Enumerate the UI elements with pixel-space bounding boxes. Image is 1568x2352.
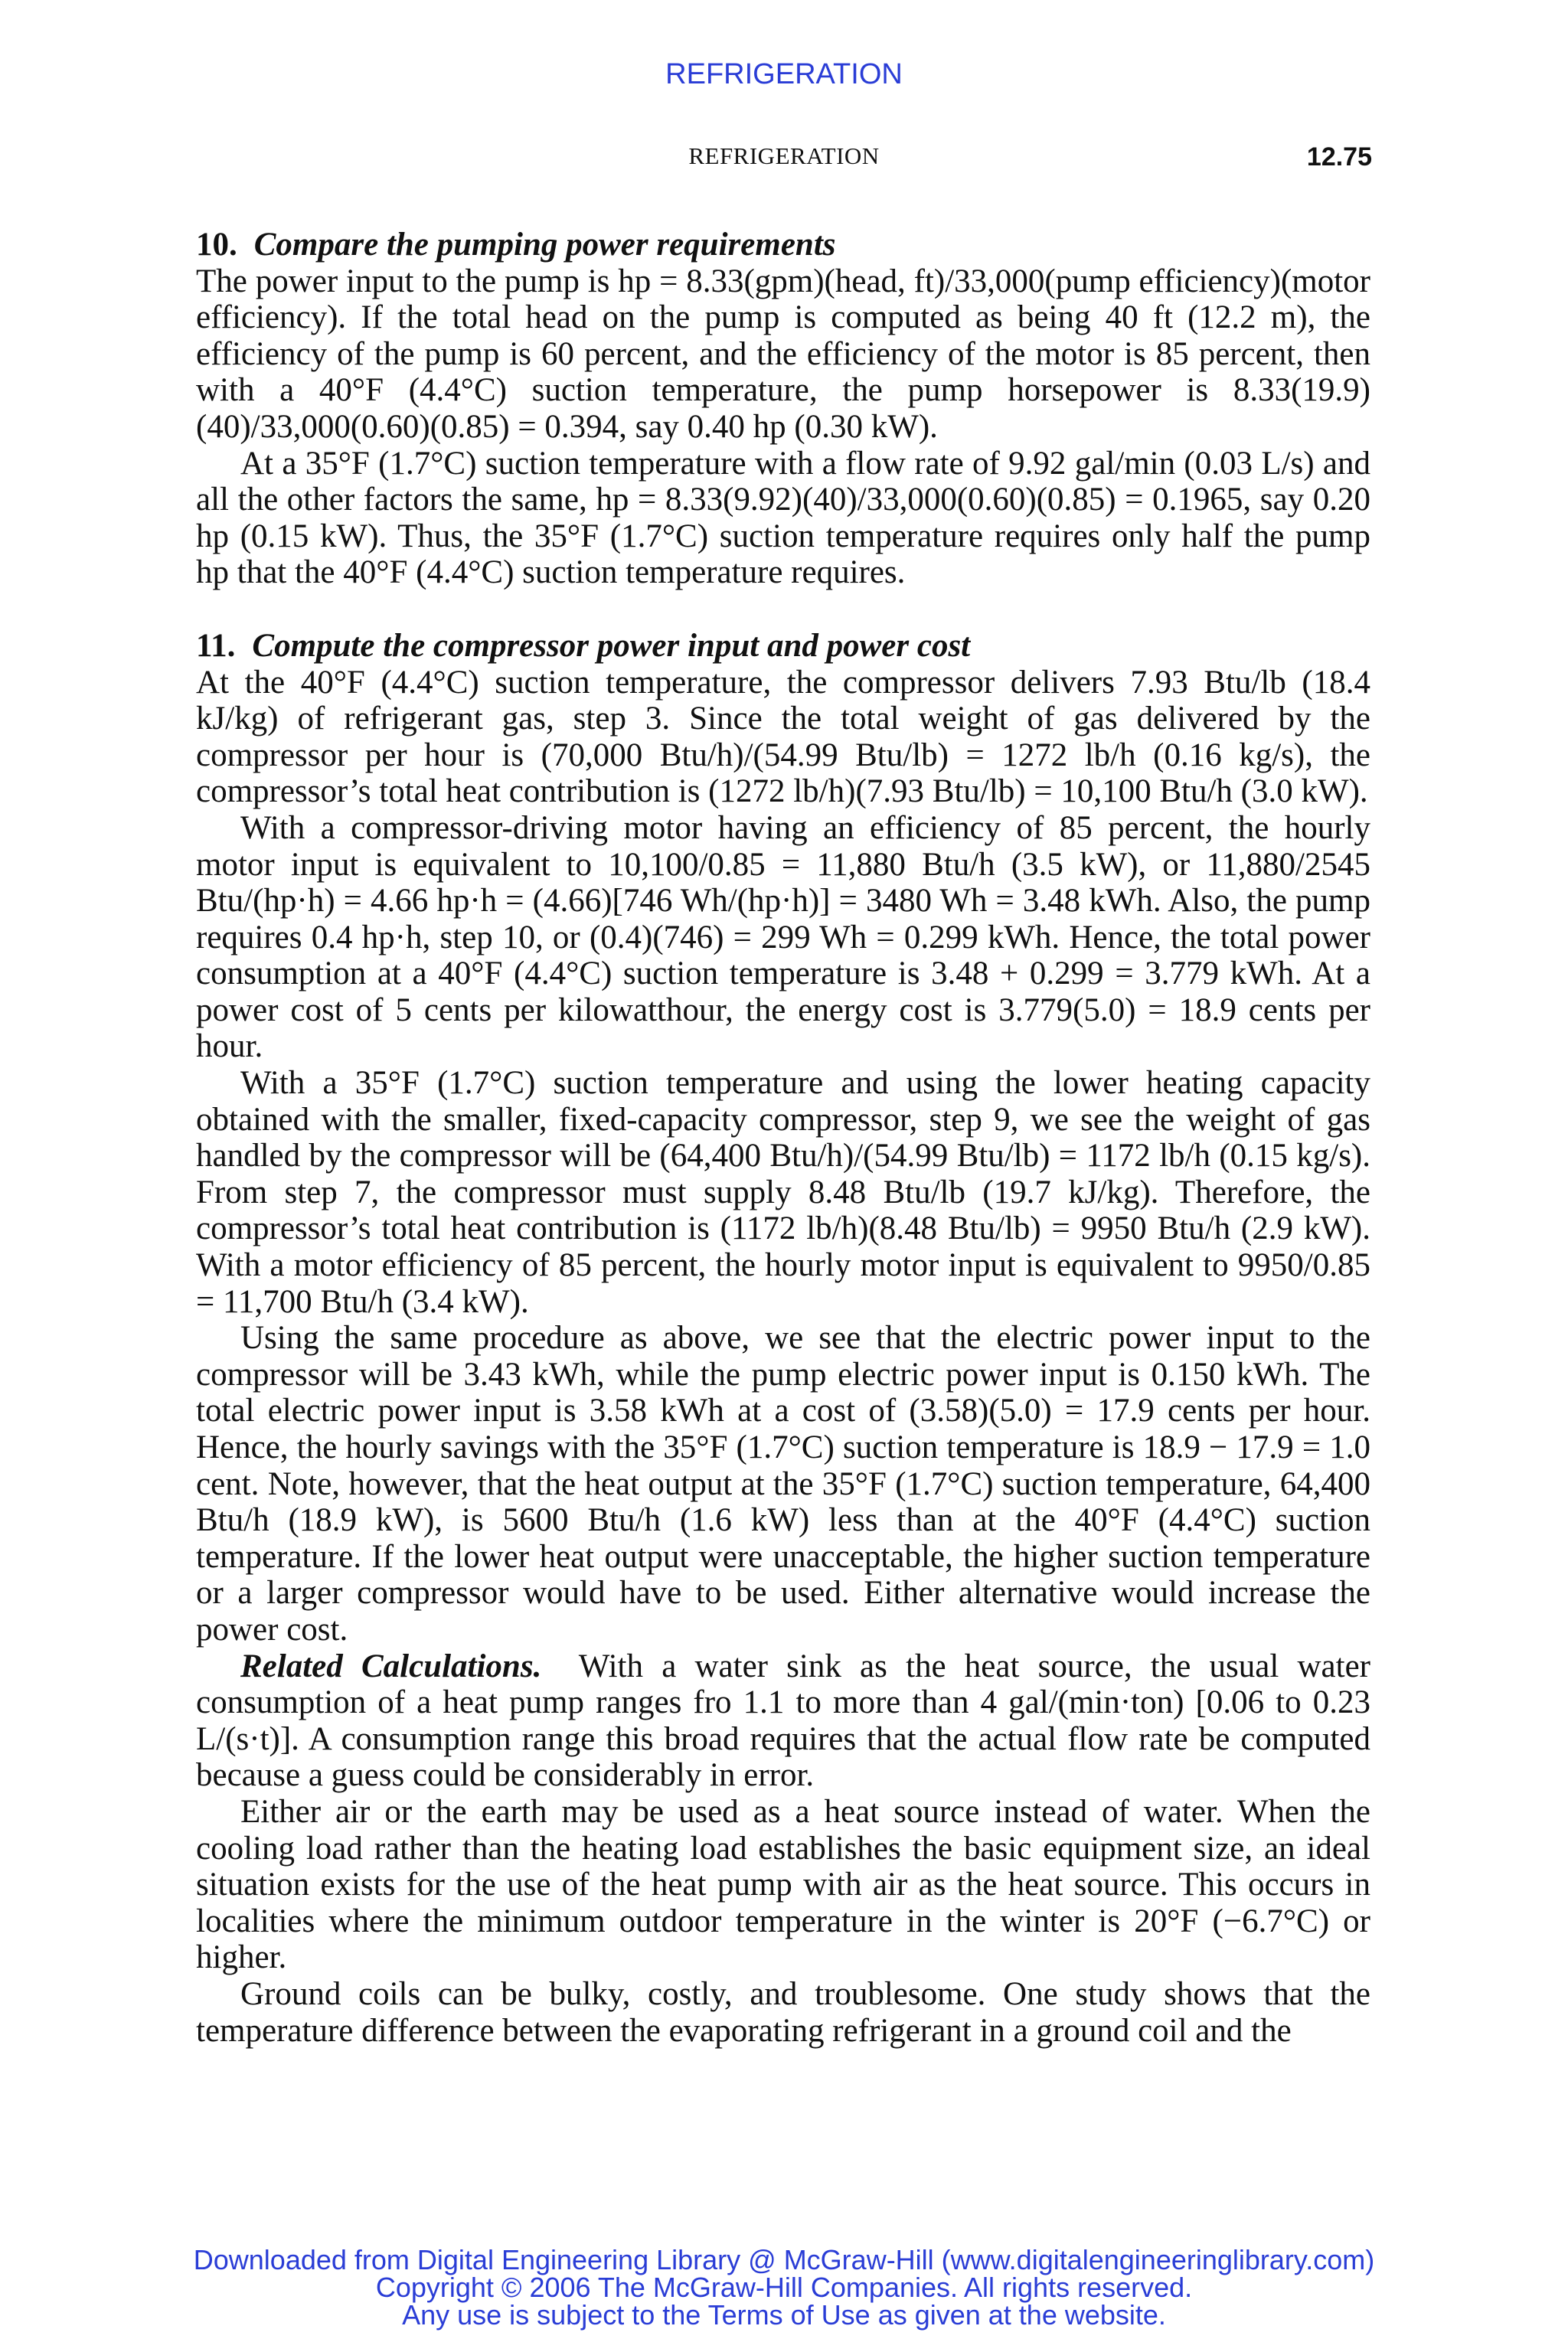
step-11-number: 11. [196,627,236,664]
footer-line-terms: Any use is subject to the Terms of Use as given at the website. [402,2299,1166,2331]
download-footer [0,2246,1568,2329]
related-calculations-label: Related Calculations. [240,1648,542,1684]
section-spacer [196,591,1370,628]
step-10-heading [196,227,1370,263]
related-calculations-text: With a water sink as the heat source, the usual water consumption of a heat pump ranges fro 1.1 to more than 4 gal/(min·ton) [0.06 to 0.23 L/(s·t)]. A consumption range this broad requires that the actual flow rate be computed because a guess could be considerably in error. [196,1648,1370,1794]
page-body [196,227,1370,2049]
footer-line-copyright: Copyright © 2006 The McGraw-Hill Companies. All rights reserved. [375,2272,1193,2303]
chapter-banner: REFRIGERATION [665,58,903,90]
step-10-title: Compare the pumping power requirements [253,227,836,263]
step-10-number: 10. [196,227,237,263]
step-10-paragraph-1: The power input to the pump is hp = 8.33(gpm)(head, ft)/33,000(pump efficiency)(motor efficiency). If the total head on the pump is computed as being 40 ft (12.2 m), the efficiency of the pump is 60 percent, and the efficiency of the motor is 85 percent, then with a 40°F (4.4°C) suction temperature, the pump horsepower is 8.33(19.9)(40)/33,000(0.60)(0.85) = 0.394, say 0.40 hp (0.30 kW). [196,263,1370,445]
step-11-paragraph-4: Using the same procedure as above, we see that the electric power input to the compressor will be 3.43 kWh, while the pump electric power input is 0.150 kWh. The total electric power input is 3.58 kWh at a cost of (3.58)(5.0) = 17.9 cents per hour. Hence, the hourly savings with the 35°F (1.7°C) suction temperature is 18.9 − 17.9 = 1.0 cent. Note, however, that the heat output at the 35°F (1.7°C) suction temperature, 64,400 Btu/h (18.9 kW), is 5600 Btu/h (1.6 kW) less than at the 40°F (4.4°C) suction temperature. If the lower heat output were unacceptable, the higher suction temperature or a larger compressor would have to be used. Either alternative would increase the power cost. [196,1320,1370,1648]
step-11-title: Compute the compressor power input and power cost [252,627,971,664]
related-paragraph-2: Either air or the earth may be used as a heat source instead of water. When the cooling load rather than the heating load establishes the basic equipment size, an ideal situation exists for the use of the heat pump with air as the heat source. This occurs in localities where the minimum outdoor temperature in the winter is 20°F (−6.7°C) or higher. [196,1793,1370,1976]
step-11-heading [196,628,1370,665]
footer-line-download: Downloaded from Digital Engineering Library @ McGraw-Hill (www.digitalengineeringlibrary.com) [193,2244,1375,2275]
related-paragraph-3: Ground coils can be bulky, costly, and troublesome. One study shows that the temperature difference between the evaporating refrigerant in a ground coil and the [196,1975,1370,2049]
step-10-paragraph-2: At a 35°F (1.7°C) suction temperature with a flow rate of 9.92 gal/min (0.03 L/s) and all the other factors the same, hp = 8.33(9.92)(40)/33,000(0.60)(0.85) = 0.1965, say 0.20 hp (0.15 kW). Thus, the 35°F (1.7°C) suction temperature requires only half the pump hp that the 40°F (4.4°C) suction temperature requires. [196,445,1370,591]
step-11-paragraph-3: With a 35°F (1.7°C) suction temperature and using the lower heating capacity obtained with the smaller, fixed-capacity compressor, step 9, we see the weight of gas handled by the compressor will be (64,400 Btu/h)/(54.99 Btu/lb) = 1172 lb/h (0.15 kg/s). From step 7, the compressor must supply 8.48 Btu/lb (19.7 kJ/kg). Therefore, the compressor’s total heat contribution is (1172 lb/h)(8.48 Btu/lb) = 9950 Btu/h (2.9 kW). With a motor efficiency of 85 percent, the hourly motor input is equivalent to 9950/0.85 = 11,700 Btu/h (3.4 kW). [196,1065,1370,1320]
step-11-paragraph-1: At the 40°F (4.4°C) suction temperature, the compressor delivers 7.93 Btu/lb (18.4 kJ/kg) of refrigerant gas, step 3. Since the total weight of gas delivered by the compressor per hour is (70,000 Btu/h)/(54.99 Btu/lb) = 1272 lb/h (0.16 kg/s), the compressor’s total heat contribution is (1272 lb/h)(7.93 Btu/lb) = 10,100 Btu/h (3.0 kW). [196,664,1370,810]
related-calculations-paragraph [196,1648,1370,1794]
page-number: 12.75 [1306,142,1372,172]
step-11-paragraph-2: With a compressor-driving motor having an efficiency of 85 percent, the hourly motor input is equivalent to 10,100/0.85 = 11,880 Btu/h (3.5 kW), or 11,880/2545 Btu/(hp·h) = 4.66 hp·h = (4.66)[746 Wh/(hp·h)] = 3480 Wh = 3.48 kWh. Also, the pump requires 0.4 hp·h, step 10, or (0.4)(746) = 299 Wh = 0.299 kWh. Hence, the total power consumption at a 40°F (4.4°C) suction temperature is 3.48 + 0.299 = 3.779 kWh. At a power cost of 5 cents per kilowatthour, the energy cost is 3.779(5.0) = 18.9 cents per hour. [196,809,1370,1065]
running-head [0,142,1568,176]
running-head-title: REFRIGERATION [688,142,880,169]
